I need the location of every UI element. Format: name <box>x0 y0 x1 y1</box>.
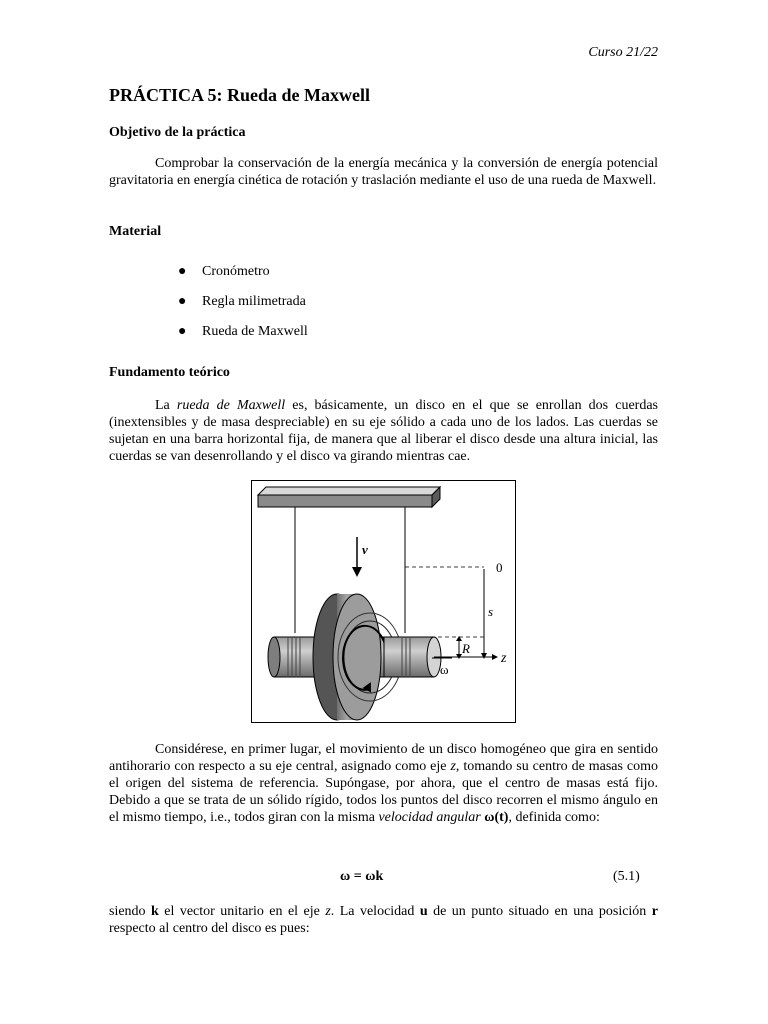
page-title: PRÁCTICA 5: Rueda de Maxwell <box>109 85 370 105</box>
material-list <box>178 262 308 352</box>
list-item <box>178 322 308 352</box>
bullet-icon: ● <box>178 294 187 309</box>
theory-paragraph-3 <box>109 903 658 937</box>
text-run: siendo <box>109 904 152 919</box>
material-heading: Material <box>109 224 162 239</box>
text-run: el vector unitario en el eje <box>158 904 326 919</box>
bullet-icon: ● <box>178 324 187 339</box>
objective-heading: Objetivo de la práctica <box>109 125 246 140</box>
text-run: respecto al centro del disco es pues: <box>109 921 310 936</box>
axis-z: z <box>450 759 456 774</box>
equation-body: ω = ωk <box>340 869 384 884</box>
radius-marker <box>456 636 470 659</box>
equation-number: (5.1) <box>613 869 640 884</box>
text-run: La <box>155 398 177 413</box>
vector-r: r <box>651 904 658 919</box>
vector-u: u <box>419 904 428 919</box>
axis-z: z <box>325 904 331 919</box>
theory-text-2 <box>109 741 658 826</box>
list-item-label: Regla milimetrada <box>202 294 306 309</box>
label-z: z <box>501 651 507 666</box>
emphasis-maxwell-wheel: rueda de Maxwell <box>176 398 286 413</box>
text-run: , tomando su centro de masas como el origen del sistema de referencia. Supóngase, por ahora, que el centro de masas está fijo. Debido a que se trata de un sólido rígido, todos los puntos del disco recorren el mismo ángulo en el mismo tiempo, i.e., todos giran con la misma <box>109 759 659 825</box>
text-run: de un punto situado en una posición <box>427 904 652 919</box>
label-omega: ω <box>440 662 449 677</box>
omega-symbol: ω(t) <box>484 810 509 825</box>
list-item-label: Rueda de Maxwell <box>202 324 308 339</box>
label-0: 0 <box>496 560 503 575</box>
maxwell-wheel-figure <box>251 480 516 723</box>
axle-right <box>384 637 441 677</box>
velocity-arrow <box>352 537 368 577</box>
label-R: R <box>462 641 470 656</box>
emphasis-angular-velocity: velocidad angular <box>378 810 481 825</box>
theory-text-1 <box>109 397 658 465</box>
label-v: v <box>362 542 368 557</box>
list-item <box>178 292 308 322</box>
text-run: Considérese, en primer lugar, el movimiento de un disco homogéneo que gira en sentido antihorario con respecto a su eje central, asignado como eje <box>109 742 658 774</box>
text-run: . La velocidad <box>330 904 420 919</box>
theory-heading: Fundamento teórico <box>109 365 230 380</box>
fixed-bar <box>258 487 440 507</box>
objective-text: Comprobar la conservación de la energía mecánica y la conversión de energía potencial gravitatoria en energía cinética de rotación y traslación mediante el uso de una rueda de Maxwell. <box>109 156 658 188</box>
list-item <box>178 262 308 292</box>
maxwell-wheel-diagram <box>252 481 515 722</box>
text-run: es, básicamente, un disco en el que se enrollan dos cuerdas (inextensibles y de masa despreciable) en su eje sólido a cada uno de los lados. Las cuerdas se sujetan en una barra horizontal fija, de manera que al liberar el disco desde una altura inicial, las cuerdas se van desenrollando y el disco va girando mientras cae. <box>109 398 658 464</box>
theory-paragraph-2 <box>109 741 658 826</box>
bullet-icon: ● <box>178 264 187 279</box>
label-s: s <box>488 604 494 619</box>
course-header: Curso 21/22 <box>588 45 658 60</box>
s-arrow <box>481 569 493 659</box>
objective-paragraph <box>109 155 658 189</box>
list-item-label: Cronómetro <box>202 264 270 279</box>
vector-k: k <box>151 904 159 919</box>
text-run: , definida como: <box>508 810 600 825</box>
theory-paragraph-1 <box>109 397 658 465</box>
theory-text-3 <box>109 903 658 937</box>
